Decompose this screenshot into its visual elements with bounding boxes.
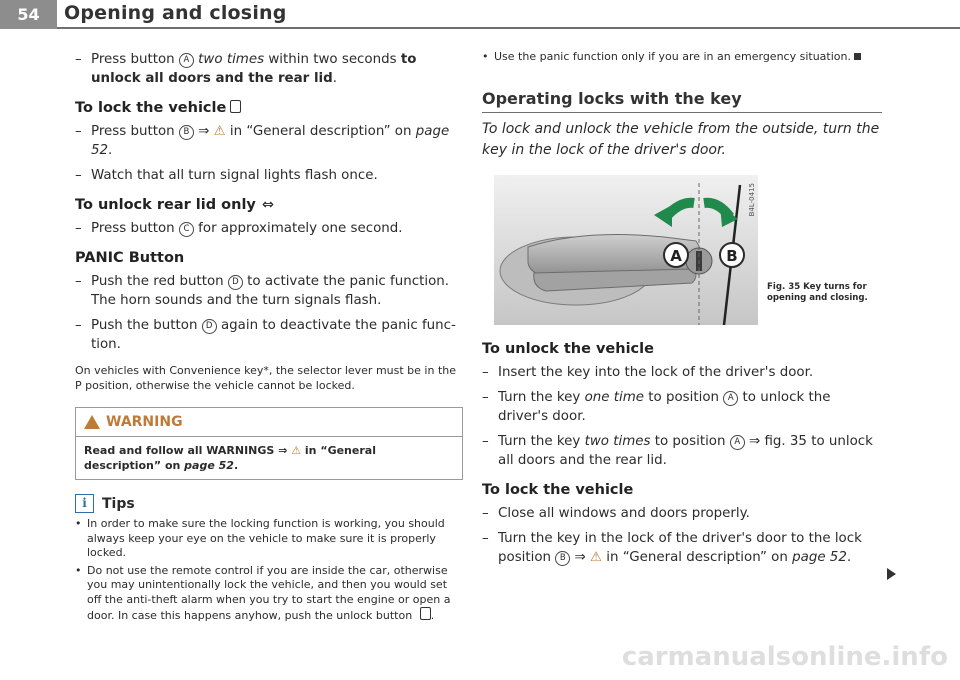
- left-column: [75, 50, 463, 627]
- bullet-unlock-1: – Insert the key into the lock of the driver's door.: [482, 363, 882, 382]
- figure-id: B4L-0415: [748, 182, 756, 216]
- heading-lock-vehicle: To lock the vehicle: [75, 100, 463, 116]
- heading-panic: PANIC Button: [75, 250, 185, 266]
- tip-item: • In order to make sure the locking function is working, you should always keep your eye on the vehicle to make sure it is properly locked.: [75, 517, 463, 561]
- button-d-symbol: D: [228, 275, 243, 290]
- heading-rear-lid: To unlock rear lid only ⇔: [75, 197, 275, 213]
- bullet-lock-key-1: – Close all windows and doors properly.: [482, 504, 882, 523]
- button-a-symbol: A: [730, 435, 745, 450]
- figure-door-lock: [494, 175, 758, 325]
- bullet-panic-1: – Push the red button D to activate the panic function. The horn sounds and the turn signals flash.: [75, 272, 463, 310]
- unlock-icon: [420, 607, 431, 620]
- rear-lid-icon: ⇔: [261, 197, 275, 213]
- right-column: [482, 50, 882, 573]
- continue-arrow-icon: [887, 568, 896, 580]
- button-d-symbol: D: [202, 319, 217, 334]
- tips-heading: i Tips: [75, 494, 463, 513]
- figure-wrapper: [482, 175, 882, 325]
- bullet-lock-2: – Watch that all turn signal lights flash once.: [75, 166, 463, 185]
- warning-heading: WARNING: [76, 408, 462, 437]
- section-title: Operating locks with the key: [482, 89, 882, 113]
- bullet-unlock-2: – Turn the key one time to position A to unlock the driver's door.: [482, 388, 882, 426]
- warning-box: [75, 407, 463, 480]
- chapter-title: Opening and closing: [64, 2, 287, 24]
- door-handle-illustration: [494, 175, 758, 325]
- end-mark-icon: [854, 53, 861, 60]
- lock-icon: [230, 100, 241, 113]
- figure-label-b: B: [726, 246, 738, 265]
- warning-triangle-icon: ⚠: [590, 549, 603, 565]
- info-icon: i: [75, 494, 94, 513]
- bullet-unlock-3: – Turn the key two times to position A ⇒ fig. 35 to unlock all doors and the rear lid.: [482, 432, 882, 470]
- section-intro: To lock and unlock the vehicle from the outside, turn the key in the lock of the driver's door.: [482, 120, 880, 158]
- warning-icon: [84, 415, 100, 429]
- button-c-symbol: C: [179, 222, 194, 237]
- bullet-panic-2: – Push the button D again to deactivate the panic func-tion.: [75, 316, 463, 354]
- bullet-lock-1: – Press button B ⇒ ⚠ in “General description” on page 52.: [75, 122, 463, 160]
- button-a-symbol: A: [179, 53, 194, 68]
- convenience-key-note: On vehicles with Convenience key*, the selector lever must be in the P position, otherwise the vehicle cannot be locked.: [75, 364, 457, 392]
- button-b-symbol: B: [555, 551, 570, 566]
- panic-note: • Use the panic function only if you are in an emergency situation.: [482, 50, 882, 65]
- page-number: 54: [0, 0, 57, 29]
- heading-lock-vehicle-key: To lock the vehicle: [482, 481, 634, 498]
- bullet-rear-lid: – Press button C for approximately one second.: [75, 219, 463, 238]
- button-a-symbol: A: [723, 391, 738, 406]
- watermark: carmanualsonline.info: [621, 642, 948, 672]
- bullet-unlock-all: – Press button A two times within two seconds to unlock all doors and the rear lid.: [75, 50, 463, 88]
- warning-text: Read and follow all WARNINGS ⇒ ⚠ in “General description” on page 52.: [84, 444, 376, 472]
- figure-label-a: A: [670, 246, 682, 265]
- button-b-symbol: B: [179, 125, 194, 140]
- warning-triangle-icon: ⚠: [291, 444, 302, 457]
- bullet-lock-key-2: – Turn the key in the lock of the driver's door to the lock position B ⇒ ⚠ in “General description” on page 52.: [482, 529, 882, 567]
- figure-caption: Fig. 35 Key turns for opening and closing.: [767, 281, 868, 303]
- header-rule: [57, 27, 960, 29]
- heading-unlock-vehicle: To unlock the vehicle: [482, 340, 654, 357]
- tip-item: • Do not use the remote control if you are inside the car, otherwise you may unintentionally lock the vehicle, and then you would set off the anti-theft alarm when you try to start the engine or open a door. In case this happens anyhow, push the unlock button .: [75, 564, 463, 624]
- warning-triangle-icon: ⚠: [213, 124, 226, 139]
